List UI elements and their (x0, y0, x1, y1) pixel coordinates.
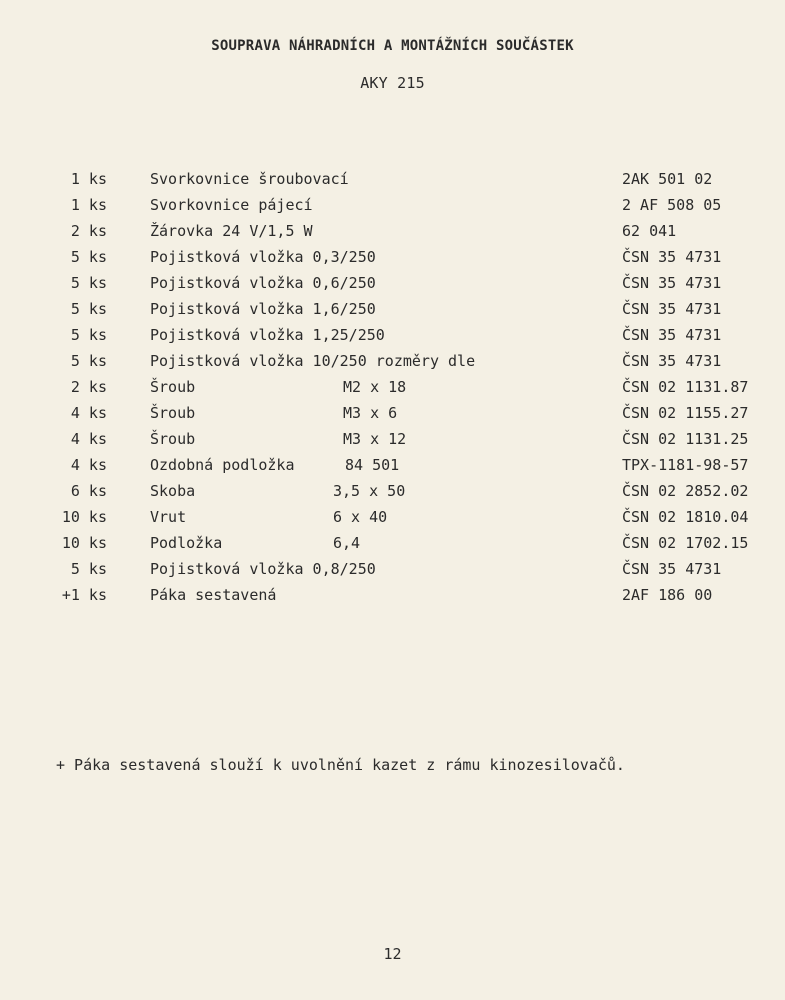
item-norm: 62 041 (622, 222, 677, 240)
item-quantity: 2 ks (70, 378, 107, 396)
list-item (0, 300, 785, 326)
item-name: Šroub (150, 378, 196, 396)
item-name: Ozdobná podložka (150, 456, 295, 474)
item-norm: ČSN 35 4731 (622, 248, 722, 266)
item-quantity: 1 ks (70, 196, 107, 214)
item-name: Pojistková vložka 0,6/250 (150, 274, 376, 292)
item-quantity: +1 ks (61, 586, 107, 604)
list-item (0, 170, 785, 196)
item-norm: 2AK 501 02 (622, 170, 713, 188)
list-item (0, 378, 785, 404)
list-item (0, 508, 785, 534)
item-norm: ČSN 02 2852.02 (622, 482, 749, 500)
item-quantity: 2 ks (70, 222, 107, 240)
item-dimension: M3 x 6 (343, 404, 398, 422)
item-norm: ČSN 35 4731 (622, 352, 722, 370)
item-quantity: 5 ks (70, 326, 107, 344)
item-norm: ČSN 02 1810.04 (622, 508, 749, 526)
item-norm: ČSN 02 1131.25 (622, 430, 749, 448)
item-name: Pojistková vložka 1,6/250 (150, 300, 376, 318)
item-dimension: 6,4 (333, 534, 361, 552)
item-name: Vrut (150, 508, 187, 526)
list-item (0, 404, 785, 430)
item-dimension: 3,5 x 50 (333, 482, 406, 500)
item-name: Páka sestavená (150, 586, 277, 604)
item-name: Svorkovnice pájecí (150, 196, 313, 214)
list-item (0, 456, 785, 482)
item-norm: ČSN 35 4731 (622, 560, 722, 578)
item-name: Pojistková vložka 10/250 rozměry dle (150, 352, 476, 370)
item-dimension: 6 x 40 (333, 508, 388, 526)
item-name: Pojistková vložka 0,3/250 (150, 248, 376, 266)
item-name: Pojistková vložka 0,8/250 (150, 560, 376, 578)
item-norm: ČSN 02 1131.87 (622, 378, 749, 396)
item-quantity: 4 ks (70, 456, 107, 474)
item-quantity: 4 ks (70, 404, 107, 422)
item-quantity: 5 ks (70, 560, 107, 578)
item-norm: ČSN 02 1155.27 (622, 404, 749, 422)
page-number: 12 (383, 945, 402, 963)
item-norm: 2AF 186 00 (622, 586, 713, 604)
item-quantity: 5 ks (70, 274, 107, 292)
document-subtitle: AKY 215 (360, 74, 425, 92)
item-name: Skoba (150, 482, 196, 500)
item-dimension: M2 x 18 (343, 378, 407, 396)
item-name: Žárovka 24 V/1,5 W (150, 222, 313, 240)
item-name: Šroub (150, 404, 196, 422)
item-dimension: 84 501 (345, 456, 400, 474)
list-item (0, 196, 785, 222)
list-item (0, 352, 785, 378)
list-item (0, 534, 785, 560)
item-quantity: 10 ks (61, 534, 107, 552)
item-quantity: 5 ks (70, 248, 107, 266)
list-item (0, 274, 785, 300)
item-norm: ČSN 02 1702.15 (622, 534, 749, 552)
list-item (0, 482, 785, 508)
list-item (0, 326, 785, 352)
item-norm: TPX-1181-98-57 (622, 456, 749, 474)
item-name: Svorkovnice šroubovací (150, 170, 349, 188)
item-name: Šroub (150, 430, 196, 448)
item-quantity: 5 ks (70, 352, 107, 370)
list-item (0, 248, 785, 274)
item-norm: ČSN 35 4731 (622, 300, 722, 318)
item-norm: ČSN 35 4731 (622, 326, 722, 344)
list-item (0, 430, 785, 456)
item-quantity: 5 ks (70, 300, 107, 318)
item-quantity: 1 ks (70, 170, 107, 188)
item-norm: 2 AF 508 05 (622, 196, 722, 214)
item-name: Podložka (150, 534, 223, 552)
list-item (0, 586, 785, 612)
footnote: + Páka sestavená slouží k uvolnění kazet z rámu kinozesilovačů. (56, 756, 625, 774)
item-quantity: 4 ks (70, 430, 107, 448)
item-name: Pojistková vložka 1,25/250 (150, 326, 385, 344)
list-item (0, 222, 785, 248)
item-quantity: 10 ks (61, 508, 107, 526)
document-title: SOUPRAVA NÁHRADNÍCH A MONTÁŽNÍCH SOUČÁSTEK (211, 38, 574, 54)
item-dimension: M3 x 12 (343, 430, 407, 448)
item-quantity: 6 ks (70, 482, 107, 500)
list-item (0, 560, 785, 586)
item-norm: ČSN 35 4731 (622, 274, 722, 292)
